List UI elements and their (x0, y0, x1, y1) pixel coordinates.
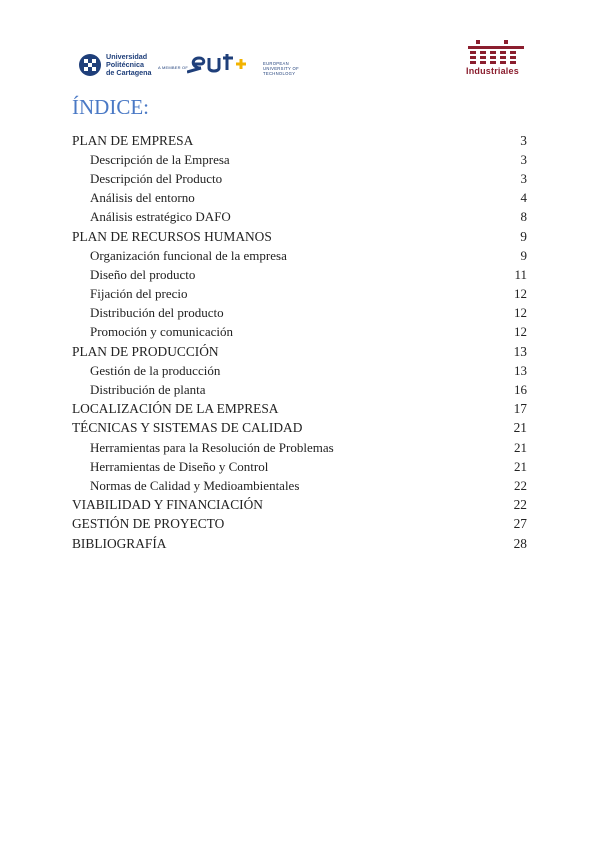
eut-line-2: UNIVERSITY OF (263, 66, 299, 71)
toc-subentry[interactable] (72, 189, 527, 208)
toc-entry-label: TÉCNICAS Y SISTEMAS DE CALIDAD (72, 420, 303, 436)
toc-entry[interactable] (72, 515, 527, 534)
toc-subentry[interactable] (72, 457, 527, 476)
toc-entry[interactable] (72, 400, 527, 419)
toc-page-number: 17 (513, 401, 527, 417)
upct-line-1: Universidad (106, 52, 148, 61)
toc-page-number: 21 (514, 458, 527, 474)
upct-name (106, 53, 152, 77)
toc-page-number: 22 (513, 497, 527, 513)
toc-page-number: 4 (520, 190, 527, 206)
upct-emblem-icon (78, 52, 102, 78)
toc-subentry[interactable] (72, 323, 527, 342)
upct-line-3: de Cartagena (106, 68, 152, 77)
toc-entry-label: Diseño del producto (90, 266, 196, 282)
page-header (0, 0, 600, 90)
toc-page-number: 27 (513, 516, 527, 532)
toc-entry-label: Organización funcional de la empresa (90, 247, 287, 263)
toc-entry-label: VIABILIDAD Y FINANCIACIÓN (72, 497, 263, 513)
toc-page-number: 21 (513, 420, 527, 436)
toc-entry-label: PLAN DE EMPRESA (72, 132, 194, 148)
table-of-contents (72, 131, 527, 553)
toc-entry-label: PLAN DE PRODUCCIÓN (72, 343, 219, 359)
toc-page-number: 3 (520, 170, 527, 186)
toc-subentry[interactable] (72, 169, 527, 188)
toc-entry-label: Fijación del precio (90, 286, 188, 302)
toc-subentry[interactable] (72, 361, 527, 380)
toc-subentry[interactable] (72, 438, 527, 457)
toc-entry-label: GESTIÓN DE PROYECTO (72, 516, 225, 532)
toc-page-number: 8 (520, 209, 527, 225)
toc-entry-label: Herramientas de Diseño y Control (90, 458, 269, 474)
toc-page-number: 12 (514, 324, 527, 340)
toc-page-number: 13 (513, 343, 527, 359)
eut-logo-icon (187, 52, 261, 78)
toc-page-number: 28 (513, 535, 527, 551)
upct-line-2: Politécnica (106, 60, 144, 69)
toc-subentry[interactable] (72, 304, 527, 323)
toc-page-number: 12 (514, 286, 527, 302)
toc-entry-label: LOCALIZACIÓN DE LA EMPRESA (72, 401, 279, 417)
toc-entry-label: BIBLIOGRAFÍA (72, 535, 167, 551)
toc-entry-label: Promoción y comunicación (90, 324, 233, 340)
toc-entry-label: Análisis del entorno (90, 190, 195, 206)
toc-subentry[interactable] (72, 476, 527, 495)
industriales-label: Industriales (466, 66, 519, 76)
toc-entry-label: Herramientas para la Resolución de Problemas (90, 439, 334, 455)
toc-page-number: 11 (514, 266, 527, 282)
toc-entry[interactable] (72, 342, 527, 361)
toc-page-number: 3 (520, 132, 527, 148)
toc-page-number: 21 (514, 439, 527, 455)
toc-entry[interactable] (72, 131, 527, 150)
toc-entry-label: Gestión de la producción (90, 362, 221, 378)
toc-subentry[interactable] (72, 150, 527, 169)
eut-text (263, 61, 299, 76)
toc-entry-label: Distribución del producto (90, 305, 224, 321)
toc-entry[interactable] (72, 227, 527, 246)
toc-page-number: 9 (520, 247, 527, 263)
eut-line-3: TECHNOLOGY (263, 71, 296, 76)
toc-page-number: 9 (520, 228, 527, 244)
toc-subentry[interactable] (72, 380, 527, 399)
toc-entry-label: Descripción del Producto (90, 170, 223, 186)
toc-subentry[interactable] (72, 265, 527, 284)
toc-page-number: 22 (514, 477, 527, 493)
toc-subentry[interactable] (72, 208, 527, 227)
upct-logo (78, 52, 152, 78)
toc-entry[interactable] (72, 496, 527, 515)
toc-entry-label: Normas de Calidad y Medioambientales (90, 477, 300, 493)
toc-entry-label: Análisis estratégico DAFO (90, 209, 231, 225)
eut-line-1: EUROPEAN (263, 61, 289, 66)
toc-page-number: 3 (520, 151, 527, 167)
toc-subentry[interactable] (72, 246, 527, 265)
toc-entry-label: PLAN DE RECURSOS HUMANOS (72, 228, 272, 244)
toc-page-number: 13 (514, 362, 527, 378)
toc-subentry[interactable] (72, 285, 527, 304)
member-text: A MEMBER OF (158, 65, 188, 70)
toc-entry-label: Distribución de planta (90, 382, 206, 398)
toc-page-number: 12 (514, 305, 527, 321)
toc-entry[interactable] (72, 534, 527, 553)
toc-page-number: 16 (514, 382, 527, 398)
index-title: ÍNDICE: (72, 95, 149, 119)
industriales-building-icon (464, 40, 528, 84)
toc-entry-label: Descripción de la Empresa (90, 151, 230, 167)
toc-entry[interactable] (72, 419, 527, 438)
